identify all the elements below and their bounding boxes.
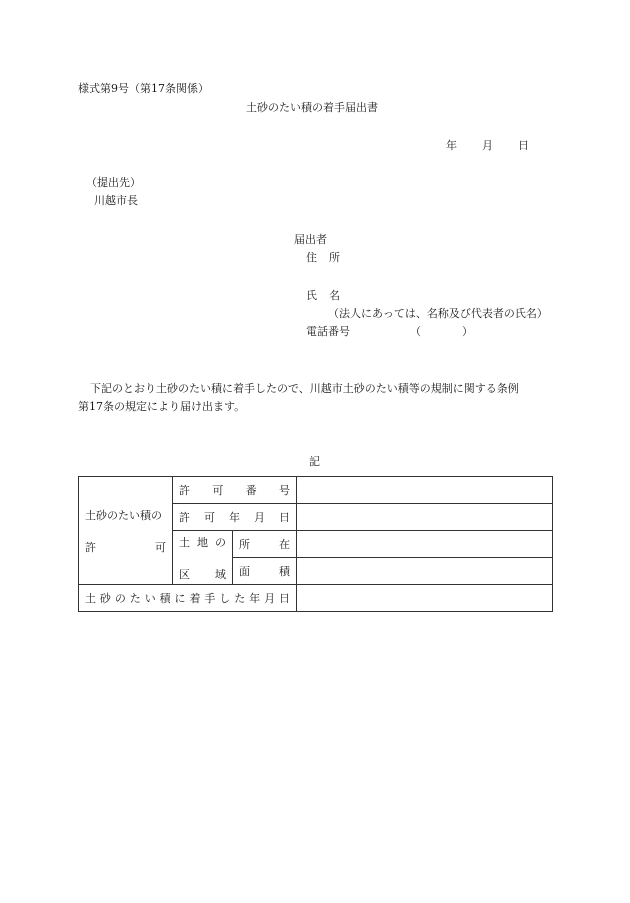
permit-number-field[interactable]: [297, 477, 553, 504]
phone-paren-open: （: [410, 325, 421, 338]
day-label: 日: [518, 139, 529, 152]
location-label: 所 在: [233, 531, 297, 558]
form-number: 様式第9号（第17条関係）: [78, 82, 209, 95]
addressee-name: 川越市長: [94, 194, 138, 207]
permit-group-line-2: 許 可: [85, 540, 166, 554]
month-label: 月: [482, 139, 493, 152]
phone-label: 電話番号: [306, 325, 350, 338]
location-field[interactable]: [297, 531, 553, 558]
year-label: 年: [446, 139, 457, 152]
area-label: 面 積: [233, 558, 297, 585]
notifier-heading: 届出者: [294, 233, 327, 246]
permit-table: [78, 476, 553, 612]
land-area-label: 土 地 の 区 域: [173, 531, 233, 585]
addressee-label: （提出先）: [86, 176, 141, 189]
ki-heading: 記: [309, 455, 320, 468]
area-field[interactable]: [297, 558, 553, 585]
start-date-label: 土 砂 の た い 積 に 着 手 し た 年 月 日: [79, 585, 297, 612]
permit-group-cell: [79, 477, 173, 585]
start-date-field[interactable]: [297, 585, 553, 612]
address-label: 住 所: [306, 251, 340, 264]
permit-group-line-1: 土砂のたい積の: [85, 508, 162, 522]
document-title: 土砂のたい積の着手届出書: [246, 101, 378, 114]
permit-number-label: 許 可 番 号: [173, 477, 297, 504]
phone-paren-close: ）: [462, 325, 473, 338]
permit-date-field[interactable]: [297, 504, 553, 531]
body-text-line-1: 下記のとおり土砂のたい積に着手したので、川越市土砂のたい積等の規制に関する条例: [90, 382, 519, 395]
name-label: 氏 名: [306, 289, 340, 302]
body-text-line-2: 第17条の規定により届け出ます。: [78, 400, 246, 413]
corporation-note: （法人にあっては、名称及び代表者の氏名）: [328, 307, 548, 320]
permit-date-label: 許 可 年 月 日: [173, 504, 297, 531]
